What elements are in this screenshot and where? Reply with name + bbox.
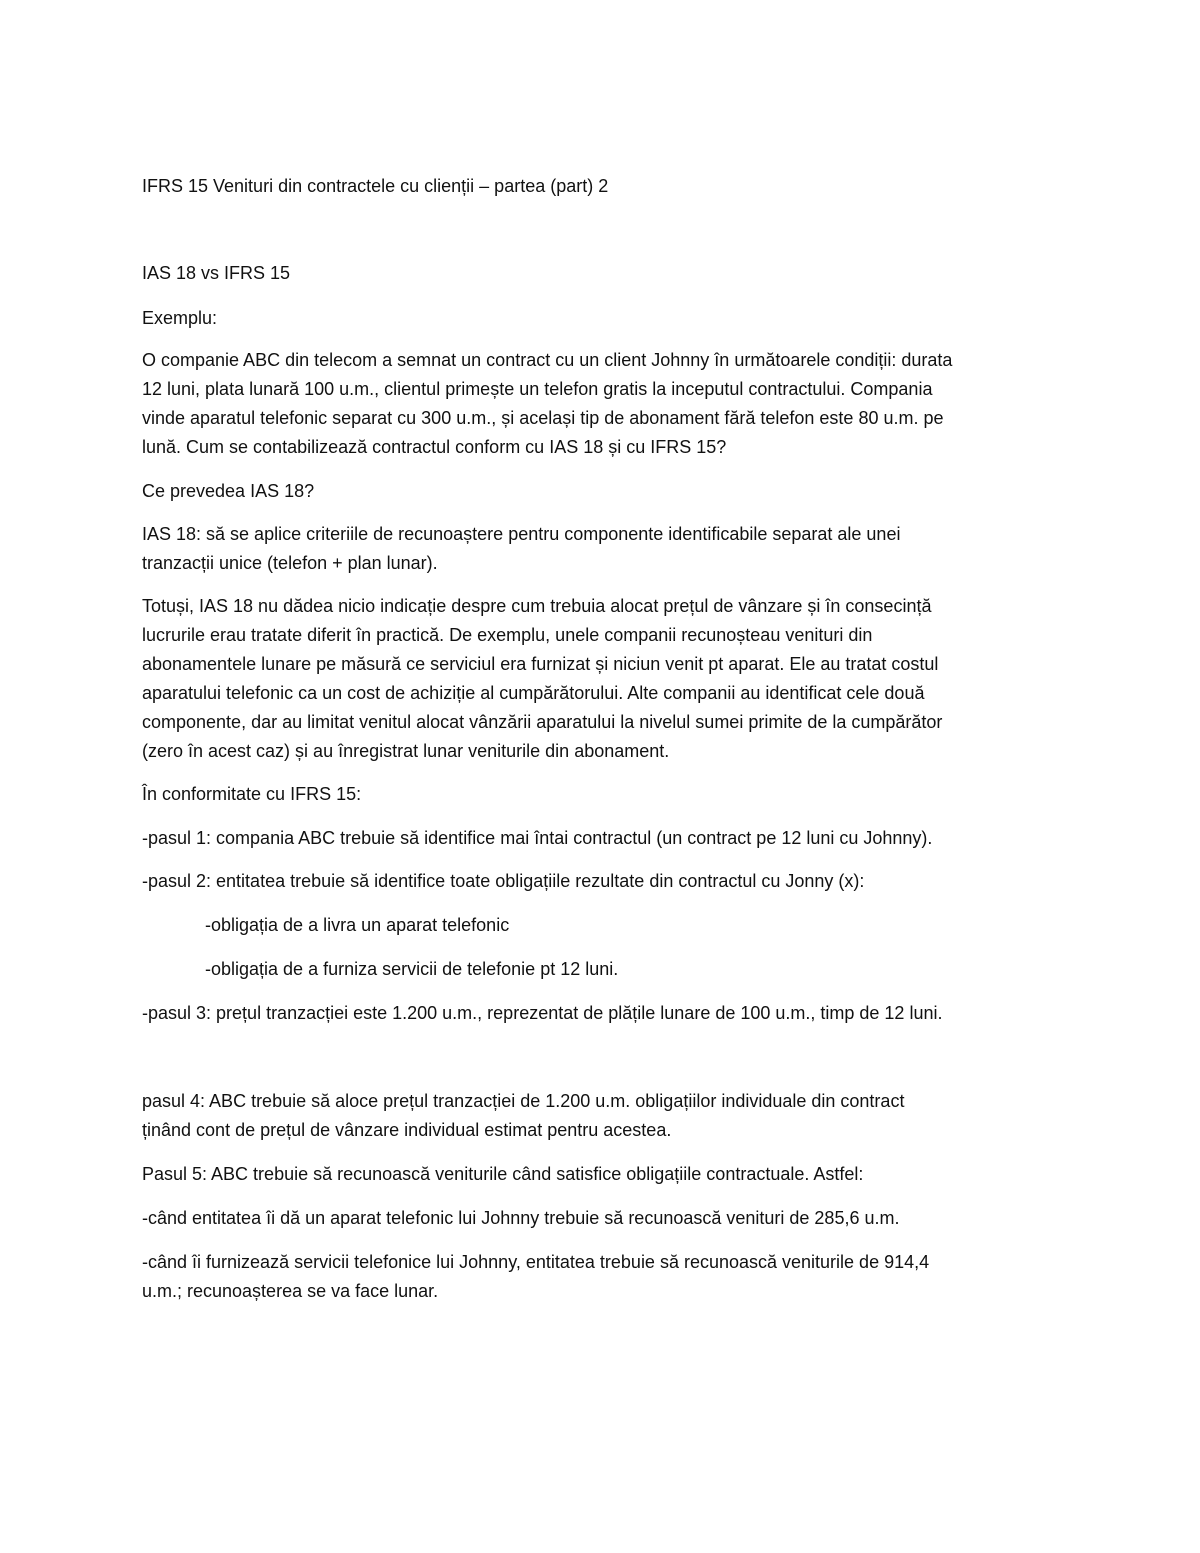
example-line: lună. Cum se contabilizează contractul conform cu IAS 18 și cu IFRS 15? [142,437,727,457]
example-label: Exemplu: [142,308,218,328]
example-line: 12 luni, plata lunară 100 u.m., clientul primește un telefon gratis la inceputul contractului. Compania [142,379,933,399]
totusi-line: abonamentele lunare pe măsură ce serviciul era furnizat și niciun venit pt aparat. Ele au tratat costul [142,654,939,674]
step-3: -pasul 3: prețul tranzacției este 1.200 u.m., reprezentat de plățile lunare de 100 u.m., timp de 12 luni. [142,1003,943,1023]
step-4-line: ținând cont de prețul de vânzare individual estimat pentru acestea. [142,1120,672,1140]
totusi-line: Totuși, IAS 18 nu dădea nicio indicație despre cum trebuia alocat prețul de vânzare și în consecință [142,596,932,616]
ias18-line: IAS 18: să se aplice criteriile de recunoaștere pentru componente identificabile separat ale unei [142,524,901,544]
obligation-2: -obligația de a furniza servicii de telefonie pt 12 luni. [205,959,619,979]
recognition-2-line: -când îi furnizează servicii telefonice lui Johnny, entitatea trebuie să recunoască veniturile de 914,4 [142,1252,930,1272]
step-4-line: pasul 4: ABC trebuie să aloce prețul tranzacției de 1.200 u.m. obligațiilor individuale din contract [142,1091,905,1111]
step-5: Pasul 5: ABC trebuie să recunoască veniturile când satisfice obligațiile contractuale. Astfel: [142,1164,864,1184]
ifrs15-heading: În conformitate cu IFRS 15: [142,784,362,804]
totusi-paragraph [142,592,1062,766]
example-line: vinde aparatul telefonic separat cu 300 u.m., și același tip de abonament fără telefon este 80 u.m. pe [142,408,944,428]
totusi-line: (zero în acest caz) și au înregistrat lunar veniturile din abonament. [142,741,670,761]
recognition-2-line: u.m.; recunoașterea se va face lunar. [142,1281,439,1301]
section-subtitle: IAS 18 vs IFRS 15 [142,263,291,283]
recognition-2-paragraph [142,1248,1062,1306]
document-title: IFRS 15 Venituri din contractele cu clienții – partea (part) 2 [142,176,609,196]
totusi-line: componente, dar au limitat venitul alocat vânzării aparatului la nivelul sumei primite de la cumpărător [142,712,943,732]
totusi-line: lucrurile erau tratate diferit în practică. De exemplu, unele companii recunoșteau venituri din [142,625,873,645]
example-paragraph [142,346,1062,462]
obligation-1: -obligația de a livra un aparat telefonic [205,915,510,935]
ias18-paragraph [142,520,1062,578]
example-line: O companie ABC din telecom a semnat un contract cu un client Johnny în următoarele condiții: durata [142,350,953,370]
ias18-line: tranzacții unice (telefon + plan lunar). [142,553,438,573]
step-1: -pasul 1: compania ABC trebuie să identifice mai întai contractul (un contract pe 12 luni cu Johnny). [142,828,933,848]
totusi-line: aparatului telefonic ca un cost de achiziție al cumpărătorului. Alte companii au identificat cele două [142,683,925,703]
ias18-question: Ce prevedea IAS 18? [142,481,315,501]
step-4-paragraph [142,1087,1062,1145]
step-2: -pasul 2: entitatea trebuie să identifice toate obligațiile rezultate din contractul cu Jonny (x): [142,871,865,891]
recognition-1: -când entitatea îi dă un aparat telefonic lui Johnny trebuie să recunoască venituri de 285,6 u.m. [142,1208,900,1228]
